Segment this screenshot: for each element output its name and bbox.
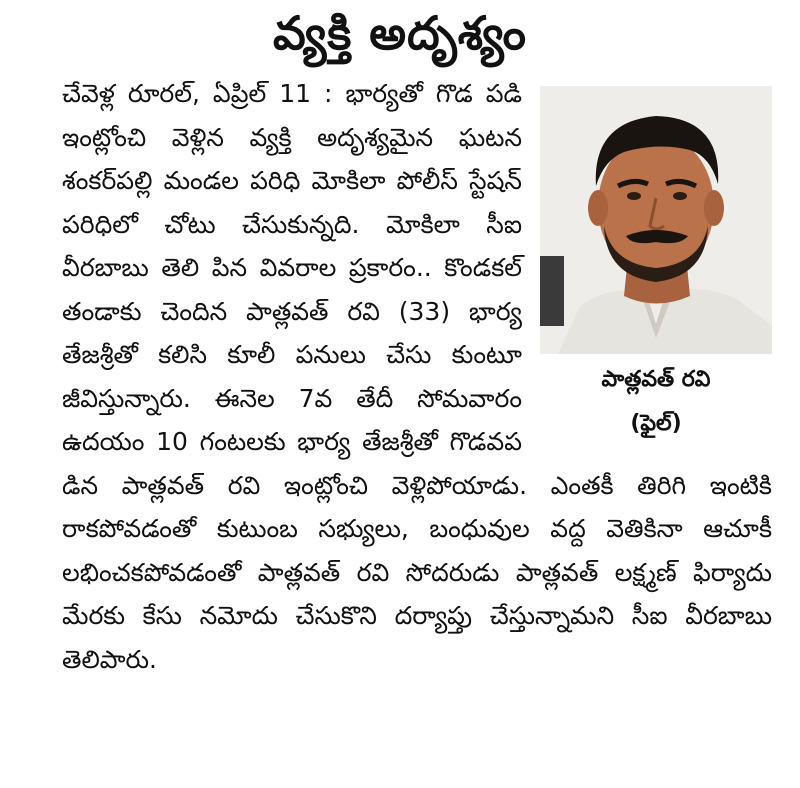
- person-photo: [540, 86, 772, 354]
- article: [62, 72, 772, 681]
- photo-caption-note: (ఫైల్): [630, 411, 682, 436]
- headline: వ్యక్తి అదృశ్యం: [273, 6, 527, 60]
- photo-block: [540, 86, 772, 442]
- article-body: చేవెళ్ల రూరల్, ఏప్రిల్ 11 : భార్యతో గొడ పడి ఇంట్లోంచి వెళ్లిన వ్యక్తి అదృశ్యమైన ఘటన శంకర్‌పల్లి మండల పరిధి మోకిలా పోలీస్ స్టేషన్ పరిధిలో చోటు చేసుకున్నది. మోకిలా సీఐ వీరబాబు తెలి పిన వివరాల ప్రకారం.. కొండకల్ తండాకు చెందిన పాత్లవత్ రవి (33) భార్య తేజశ్రీతో కలిసి కూలీ పనులు చేసు కుంటూ జీవిస్తున్నారు. ఈనెల 7వ తేదీ సోమవారం ఉదయం 10 గంటలకు భార్య తేజశ్రీతో గొడవప డిన పాత్లవత్ రవి ఇంట్లోంచి వెళ్లిపోయాడు. ఎంతకీ తిరిగి ఇంటికి రాకపోవడంతో కుటుంబ సభ్యులు, బంధువుల వద్ద వెతికినా ఆచూకీ లభించకపోవడంతో పాత్లవత్ రవి సోదరుడు పాత్లవత్ లక్ష్మణ్ ఫిర్యాదు మేరకు కేసు నమోదు చేసుకొని దర్యాప్తు చేస్తున్నామని సీఐ వీరబాబు తెలిపారు.: [62, 79, 772, 674]
- person-photo-illustration: [540, 86, 772, 354]
- photo-caption-name: పాత్లవత్ రవి: [601, 367, 711, 392]
